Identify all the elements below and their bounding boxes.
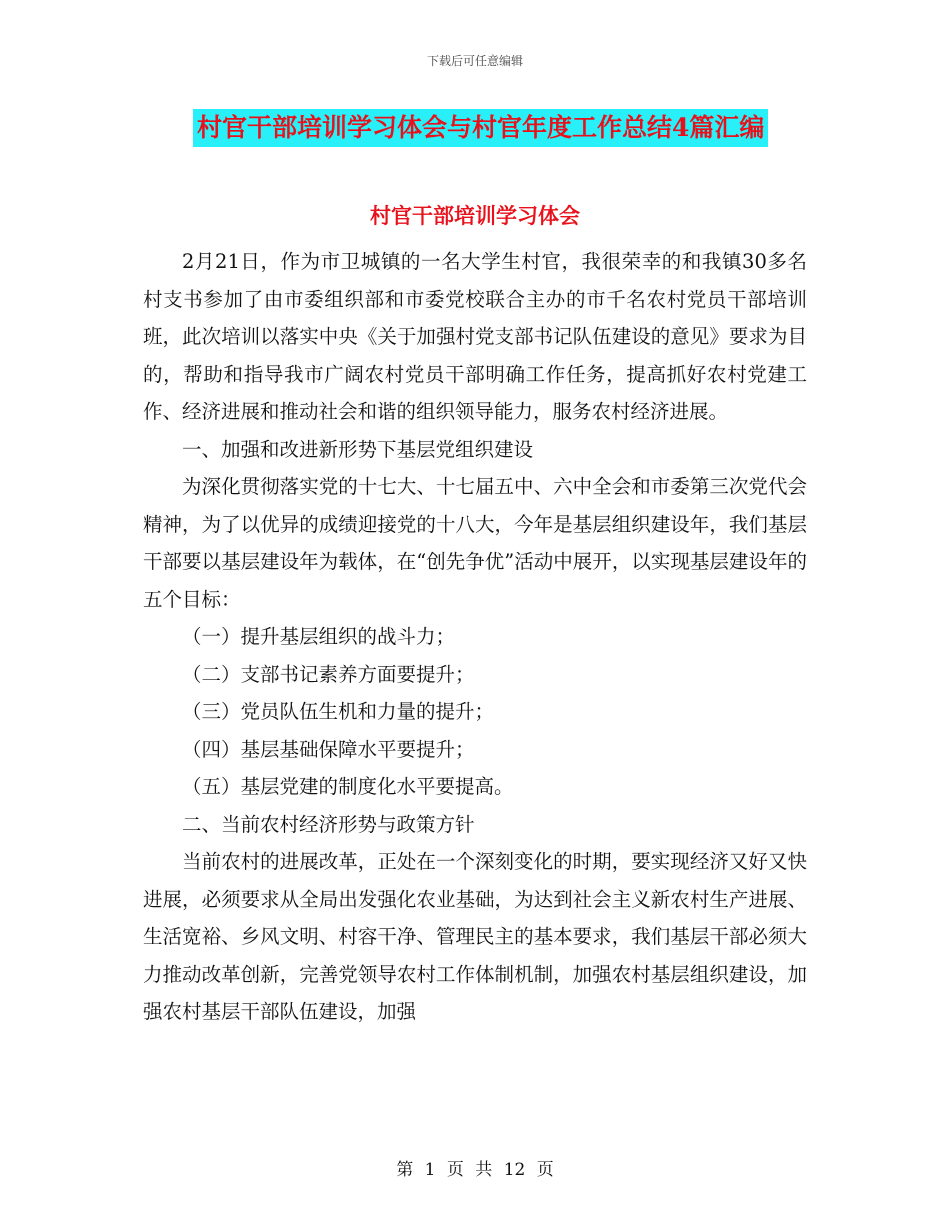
list-item: （四）基层基础保障水平要提升； bbox=[182, 737, 475, 761]
page-number: 第 1 页 共 12 页 bbox=[396, 1160, 554, 1180]
list-item: （一）提升基层组织的战斗力； bbox=[182, 625, 456, 648]
paragraph: 为深化贯彻落实党的十七大、十七届五中、六中全会和市委第三次党代会精神，为了以优异的成绩迎接党的十八大，今年是基层组织建设年，我们基层干部要以基层建设年为载体，在“创先争优”活动中展开，以实现基层建设年的五个目标： bbox=[143, 475, 807, 611]
section-heading: 一、加强和改进新形势下基层党组织建设 bbox=[182, 437, 534, 461]
list-item: （五）基层党建的制度化水平要提高。 bbox=[182, 775, 514, 798]
header-note: 下载后可任意编辑 bbox=[426, 54, 523, 68]
paragraph: 当前农村的进展改革，正处在一个深刻变化的时期，要实现经济又好又快进展，必须要求从全局出发强化农业基础，为达到社会主义新农村生产进展、生活宽裕、乡风文明、村容干净、管理民主的基本要求，我们基层干部必须大力推动改革创新，完善党领导农村工作体制机制，加强农村基层组织建设，加强农村基层干部队伍建设，加强 bbox=[143, 850, 807, 1023]
section-heading: 二、当前农村经济形势与政策方针 bbox=[182, 812, 475, 836]
list-item: （二）支部书记素养方面要提升； bbox=[182, 662, 475, 686]
section-title: 村官干部培训学习体会 bbox=[370, 203, 580, 228]
paragraph: 2月21日，作为市卫城镇的一名大学生村官，我很荣幸的和我镇30多名村支书参加了由市委组织部和市委党校联合主办的市千名农村党员干部培训班，此次培训以落实中央《关于加强村党支部书记队伍建设的意见》要求为目的，帮助和指导我市广阔农村党员干部明确工作任务，提高抓好农村党建工作、经济进展和推动社会和谐的组织领导能力，服务农村经济进展。 bbox=[143, 250, 807, 423]
document-body bbox=[143, 243, 807, 1031]
list-item: （三）党员队伍生机和力量的提升； bbox=[182, 700, 495, 723]
document-title: 村官干部培训学习体会与村官年度工作总结4篇汇编 bbox=[193, 109, 768, 147]
